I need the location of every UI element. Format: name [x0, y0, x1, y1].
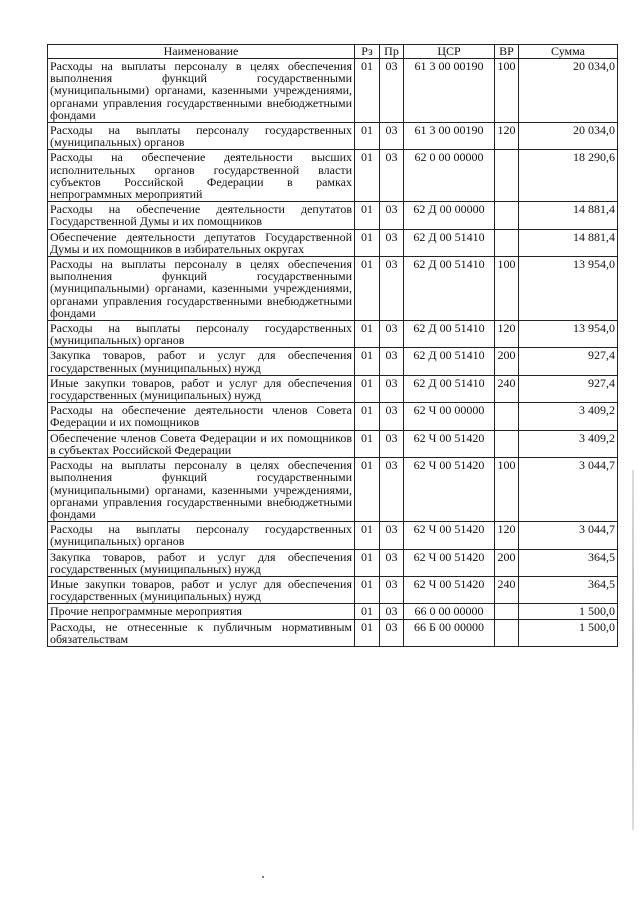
cell-name: Расходы на выплаты персоналу государственных (муниципальных) органов — [48, 321, 355, 348]
cell-rz: 01 — [355, 123, 380, 150]
cell-csr: 62 Д 00 00000 — [404, 202, 495, 229]
cell-csr: 66 0 00 00000 — [404, 604, 495, 619]
cell-vr — [495, 619, 519, 646]
table-row — [48, 123, 618, 150]
cell-csr: 62 Д 00 51410 — [404, 375, 495, 402]
table-row — [48, 458, 618, 522]
header-rz: Рз — [355, 45, 380, 59]
cell-pr: 03 — [380, 576, 404, 603]
cell-name: Закупка товаров, работ и услуг для обеспечения государственных (муниципальных) нужд — [48, 348, 355, 375]
cell-pr: 03 — [380, 522, 404, 549]
table-row — [48, 257, 618, 321]
cell-sum: 927,4 — [519, 348, 618, 375]
cell-sum: 20 034,0 — [519, 59, 618, 123]
cell-sum: 364,5 — [519, 549, 618, 576]
cell-sum: 3 044,7 — [519, 522, 618, 549]
cell-csr: 62 Д 00 51410 — [404, 257, 495, 321]
cell-rz: 01 — [355, 348, 380, 375]
cell-sum: 927,4 — [519, 375, 618, 402]
cell-rz: 01 — [355, 619, 380, 646]
cell-name: Расходы на выплаты персоналу в целях обеспечения выполнения функций государственными (муниципальными) органами, казенными учреждениями, органами управления государственными внебюджетными фондами — [48, 59, 355, 123]
cell-csr: 62 Ч 00 51420 — [404, 576, 495, 603]
table-row — [48, 348, 618, 375]
table-row — [48, 59, 618, 123]
cell-vr — [495, 403, 519, 430]
cell-vr: 200 — [495, 549, 519, 576]
cell-pr: 03 — [380, 403, 404, 430]
cell-vr: 120 — [495, 123, 519, 150]
cell-vr — [495, 430, 519, 457]
cell-name: Расходы на выплаты персоналу в целях обеспечения выполнения функций государственными (муниципальными) органами, казенными учреждениями, органами управления государственными внебюджетными фондами — [48, 458, 355, 522]
cell-pr: 03 — [380, 59, 404, 123]
cell-csr: 62 Ч 00 51420 — [404, 522, 495, 549]
cell-rz: 01 — [355, 403, 380, 430]
cell-sum: 20 034,0 — [519, 123, 618, 150]
cell-vr — [495, 229, 519, 256]
cell-pr: 03 — [380, 257, 404, 321]
cell-sum: 13 954,0 — [519, 321, 618, 348]
cell-rz: 01 — [355, 229, 380, 256]
table-body — [48, 59, 618, 647]
cell-csr: 62 Д 00 51410 — [404, 321, 495, 348]
cell-rz: 01 — [355, 549, 380, 576]
cell-pr: 03 — [380, 150, 404, 202]
cell-vr — [495, 604, 519, 619]
cell-pr: 03 — [380, 458, 404, 522]
table-row — [48, 522, 618, 549]
table-row — [48, 229, 618, 256]
cell-csr: 62 Ч 00 51420 — [404, 430, 495, 457]
cell-pr: 03 — [380, 202, 404, 229]
cell-sum: 13 954,0 — [519, 257, 618, 321]
cell-sum: 14 881,4 — [519, 229, 618, 256]
cell-pr: 03 — [380, 430, 404, 457]
cell-vr: 200 — [495, 348, 519, 375]
cell-vr: 240 — [495, 375, 519, 402]
table-row — [48, 604, 618, 619]
cell-rz: 01 — [355, 257, 380, 321]
cell-name: Обеспечение членов Совета Федерации и их помощников в субъектах Российской Федерации — [48, 430, 355, 457]
cell-csr: 62 Ч 00 51420 — [404, 458, 495, 522]
table-row — [48, 576, 618, 603]
cell-rz: 01 — [355, 458, 380, 522]
cell-sum: 3 044,7 — [519, 458, 618, 522]
cell-rz: 01 — [355, 604, 380, 619]
cell-pr: 03 — [380, 321, 404, 348]
cell-csr: 66 Б 00 00000 — [404, 619, 495, 646]
header-sum: Сумма — [519, 45, 618, 59]
cell-rz: 01 — [355, 375, 380, 402]
cell-name: Прочие непрограммные мероприятия — [48, 604, 355, 619]
cell-vr — [495, 202, 519, 229]
cell-sum: 1 500,0 — [519, 619, 618, 646]
cell-pr: 03 — [380, 375, 404, 402]
table-row — [48, 549, 618, 576]
cell-csr: 62 Ч 00 51420 — [404, 549, 495, 576]
cell-name: Расходы на выплаты персоналу государственных (муниципальных) органов — [48, 123, 355, 150]
table-row — [48, 403, 618, 430]
cell-rz: 01 — [355, 59, 380, 123]
cell-vr: 100 — [495, 458, 519, 522]
cell-rz: 01 — [355, 576, 380, 603]
table-row — [48, 375, 618, 402]
cell-sum: 1 500,0 — [519, 604, 618, 619]
header-vr: ВР — [495, 45, 519, 59]
table-row — [48, 321, 618, 348]
cell-pr: 03 — [380, 604, 404, 619]
cell-vr: 240 — [495, 576, 519, 603]
table-row — [48, 202, 618, 229]
cell-vr: 120 — [495, 522, 519, 549]
header-name: Наименование — [48, 45, 355, 59]
cell-name: Расходы на выплаты персоналу государственных (муниципальных) органов — [48, 522, 355, 549]
cell-rz: 01 — [355, 522, 380, 549]
cell-sum: 3 409,2 — [519, 430, 618, 457]
cell-pr: 03 — [380, 229, 404, 256]
cell-name: Закупка товаров, работ и услуг для обеспечения государственных (муниципальных) нужд — [48, 549, 355, 576]
cell-name: Расходы на выплаты персоналу в целях обеспечения выполнения функций государственными (муниципальными) органами, казенными учреждениями, органами управления государственными внебюджетными фондами — [48, 257, 355, 321]
cell-vr: 100 — [495, 59, 519, 123]
scan-edge-shadow — [632, 470, 634, 830]
cell-vr: 120 — [495, 321, 519, 348]
cell-pr: 03 — [380, 619, 404, 646]
cell-name: Расходы на обеспечение деятельности депутатов Государственной Думы и их помощников — [48, 202, 355, 229]
cell-rz: 01 — [355, 150, 380, 202]
cell-csr: 62 Д 00 51410 — [404, 229, 495, 256]
table-header-row — [48, 45, 618, 59]
table-row — [48, 619, 618, 646]
cell-name: Обеспечение деятельности депутатов Государственной Думы и их помощников в избирательных округах — [48, 229, 355, 256]
header-csr: ЦСР — [404, 45, 495, 59]
scan-speck — [262, 876, 264, 878]
table-row — [48, 150, 618, 202]
budget-table — [47, 44, 618, 647]
header-pr: Пр — [380, 45, 404, 59]
cell-pr: 03 — [380, 348, 404, 375]
cell-pr: 03 — [380, 549, 404, 576]
cell-sum: 3 409,2 — [519, 403, 618, 430]
cell-vr — [495, 150, 519, 202]
cell-csr: 62 Ч 00 00000 — [404, 403, 495, 430]
cell-csr: 62 0 00 00000 — [404, 150, 495, 202]
cell-name: Расходы, не отнесенные к публичным нормативным обязательствам — [48, 619, 355, 646]
cell-csr: 61 3 00 00190 — [404, 59, 495, 123]
cell-pr: 03 — [380, 123, 404, 150]
cell-rz: 01 — [355, 202, 380, 229]
cell-csr: 61 3 00 00190 — [404, 123, 495, 150]
cell-rz: 01 — [355, 430, 380, 457]
cell-name: Расходы на обеспечение деятельности членов Совета Федерации и их помощников — [48, 403, 355, 430]
cell-name: Иные закупки товаров, работ и услуг для обеспечения государственных (муниципальных) нужд — [48, 375, 355, 402]
cell-csr: 62 Д 00 51410 — [404, 348, 495, 375]
cell-sum: 364,5 — [519, 576, 618, 603]
cell-rz: 01 — [355, 321, 380, 348]
cell-name: Расходы на обеспечение деятельности высших исполнительных органов государственной власти субъектов Российской Федерации в рамках непрограммных мероприятий — [48, 150, 355, 202]
cell-sum: 14 881,4 — [519, 202, 618, 229]
cell-sum: 18 290,6 — [519, 150, 618, 202]
table-row — [48, 430, 618, 457]
cell-vr: 100 — [495, 257, 519, 321]
cell-name: Иные закупки товаров, работ и услуг для обеспечения государственных (муниципальных) нужд — [48, 576, 355, 603]
